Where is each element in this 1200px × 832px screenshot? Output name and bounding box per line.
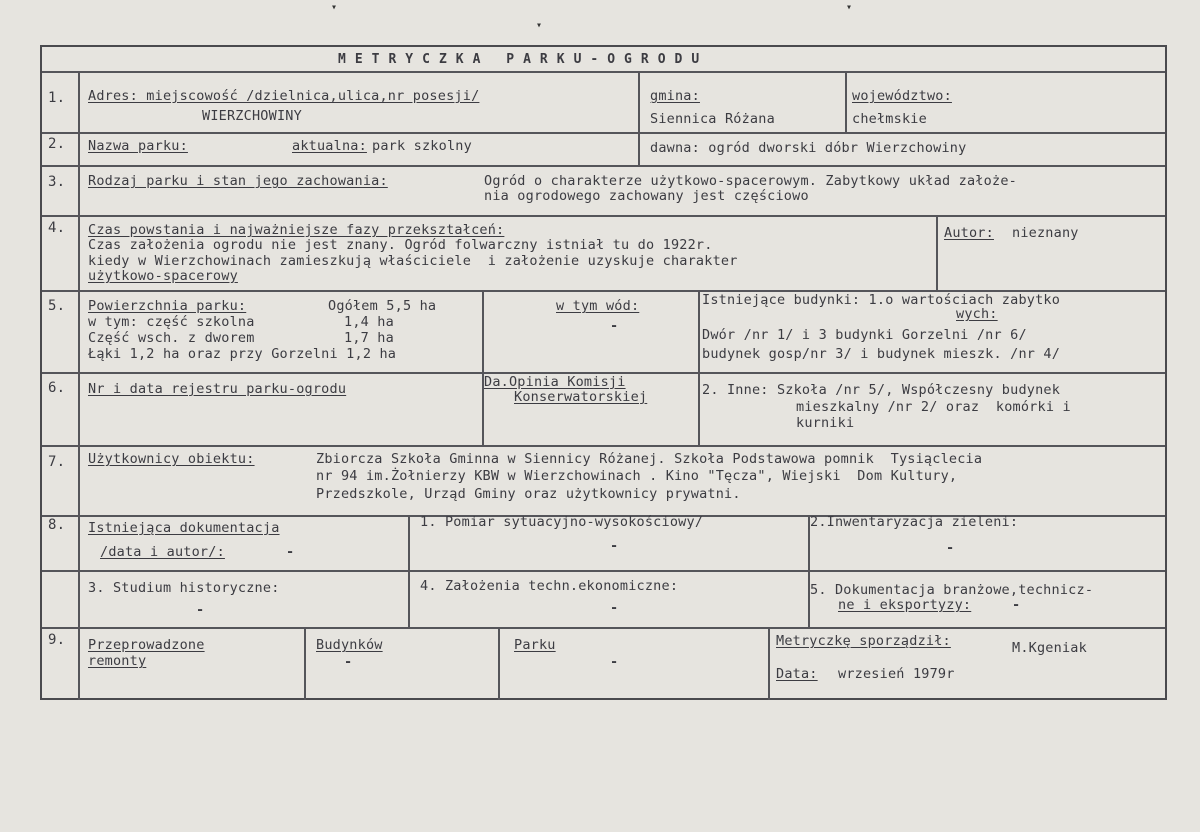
area-line: w tym: część szkolna	[88, 314, 255, 330]
register-label: Nr i data rejestru parku-ogrodu	[88, 381, 347, 397]
form-title: METRYCZKA PARKU-OGRODU	[338, 52, 709, 67]
hole-mark: ▾	[846, 2, 853, 13]
renovations-buildings-label: Budynków	[316, 637, 383, 653]
area-label: Powierzchnia parku:	[88, 298, 247, 314]
buildings-line: budynek gosp/nr 3/ i budynek mieszk. /nr 4/	[702, 346, 1061, 362]
history-line: Czas założenia ogrodu nie jest znany. Ogród folwarczny istniał tu do 1922r.	[88, 237, 713, 253]
other-buildings: 2. Inne: Szkoła /nr 5/, Współczesny budynek	[702, 382, 1061, 398]
author-label: Autor:	[944, 225, 994, 241]
renovations-label: remonty	[88, 653, 147, 669]
opinion-label: Konserwatorskiej	[514, 389, 648, 405]
current-name-label: aktualna:	[292, 138, 367, 154]
buildings-line: Dwór /nr 1/ i 3 budynki Gorzelni /nr 6/	[702, 327, 1027, 343]
economic-label: 4. Założenia techn.ekonomiczne:	[420, 578, 679, 594]
greenery-label: 2.Inwentaryzacja zieleni:	[810, 514, 1019, 530]
documentation-label: Istniejąca dokumentacja	[88, 520, 280, 536]
park-type-line: Ogród o charakterze użytkowo-spacerowym. Zabytkowy układ założe-	[484, 173, 1017, 189]
gmina-label: gmina:	[650, 88, 700, 104]
technical-docs-value: -	[1012, 597, 1021, 613]
history-study-label: 3. Studium historyczne:	[88, 580, 280, 596]
current-name-value: park szkolny	[372, 138, 472, 154]
park-type-line: nia ogrodowego zachowany jest częściowo	[484, 188, 809, 204]
park-type-label: Rodzaj parku i stan jego zachowania:	[88, 173, 388, 189]
technical-docs-label: 5. Dokumentacja branżowe,technicz-	[810, 582, 1094, 598]
address-label: Adres: miejscowość /dzielnica,ulica,nr posesji/	[88, 88, 480, 104]
renovations-label: Przeprowadzone	[88, 637, 205, 653]
row-number: 2.	[48, 136, 66, 152]
water-label: w tym wód:	[556, 298, 640, 314]
users-line: Zbiorcza Szkoła Gminna w Siennicy Różanej. Szkoła Podstawowa pomnik Tysiąclecia	[316, 451, 983, 467]
history-line: użytkowo-spacerowy	[88, 268, 238, 284]
other-buildings: mieszkalny /nr 2/ oraz komórki i	[796, 399, 1071, 415]
date-value: wrzesień 1979r	[838, 666, 955, 682]
technical-docs-label: ne i eksportyzy:	[838, 597, 972, 613]
renovations-buildings-value: -	[344, 654, 353, 670]
users-label: Użytkownicy obiektu:	[88, 451, 255, 467]
prepared-by-value: M.Kgeniak	[1012, 640, 1087, 656]
hole-mark: ▾	[536, 20, 543, 31]
row-number: 6.	[48, 380, 66, 396]
author-value: nieznany	[1012, 225, 1079, 241]
row-number: 9.	[48, 632, 66, 648]
gmina-value: Siennica Różana	[650, 111, 775, 127]
renovations-park-value: -	[610, 654, 619, 670]
users-line: nr 94 im.Żołnierzy KBW w Wierzchowinach . Kino "Tęcza", Wiejski Dom Kultury,	[316, 468, 958, 484]
history-label: Czas powstania i najważniejsze fazy przekształceń:	[88, 222, 505, 238]
area-line: Łąki 1,2 ha oraz przy Gorzelni 1,2 ha	[88, 346, 397, 362]
history-study-value: -	[196, 602, 205, 618]
date-label: Data:	[776, 666, 818, 682]
area-value: 1,4 ha	[344, 314, 394, 330]
survey-value: -	[610, 538, 619, 554]
buildings-line: wych:	[956, 306, 998, 322]
voivodeship-value: chełmskie	[852, 111, 927, 127]
row-number: 3.	[48, 174, 66, 190]
greenery-value: -	[946, 540, 955, 556]
other-buildings: kurniki	[796, 415, 855, 431]
renovations-park-label: Parku	[514, 637, 556, 653]
users-line: Przedszkole, Urząd Gminy oraz użytkownicy prywatni.	[316, 486, 741, 502]
area-line: Część wsch. z dworem	[88, 330, 255, 346]
water-value: -	[610, 318, 619, 334]
row-number: 5.	[48, 298, 66, 314]
survey-label: 1. Pomiar sytuacyjno-wysokościowy/	[420, 514, 704, 530]
hole-mark: ▾	[331, 2, 338, 13]
address-value: WIERZCHOWINY	[202, 108, 302, 124]
history-line: kiedy w Wierzchowinach zamieszkują właściciele i założenie uzyskuje charakter	[88, 253, 738, 269]
voivodeship-label: województwo:	[852, 88, 952, 104]
prepared-by-label: Metryczkę sporządził:	[776, 633, 951, 649]
row-number: 7.	[48, 454, 66, 470]
row-number: 4.	[48, 220, 66, 236]
area-total: Ogółem 5,5 ha	[328, 298, 437, 314]
economic-value: -	[610, 600, 619, 616]
opinion-label: Da.Opinia Komisji	[484, 374, 626, 390]
area-value: 1,7 ha	[344, 330, 394, 346]
buildings-line: Istniejące budynki: 1.o wartościach zabytko	[702, 292, 1061, 308]
park-name-label: Nazwa parku:	[88, 138, 188, 154]
documentation-value: -	[286, 544, 295, 560]
documentation-label: /data i autor/:	[100, 544, 225, 560]
row-number: 1.	[48, 90, 66, 106]
former-name: dawna: ogród dworski dóbr Wierzchowiny	[650, 140, 967, 156]
form-grid	[40, 45, 1167, 700]
row-number: 8.	[48, 517, 66, 533]
